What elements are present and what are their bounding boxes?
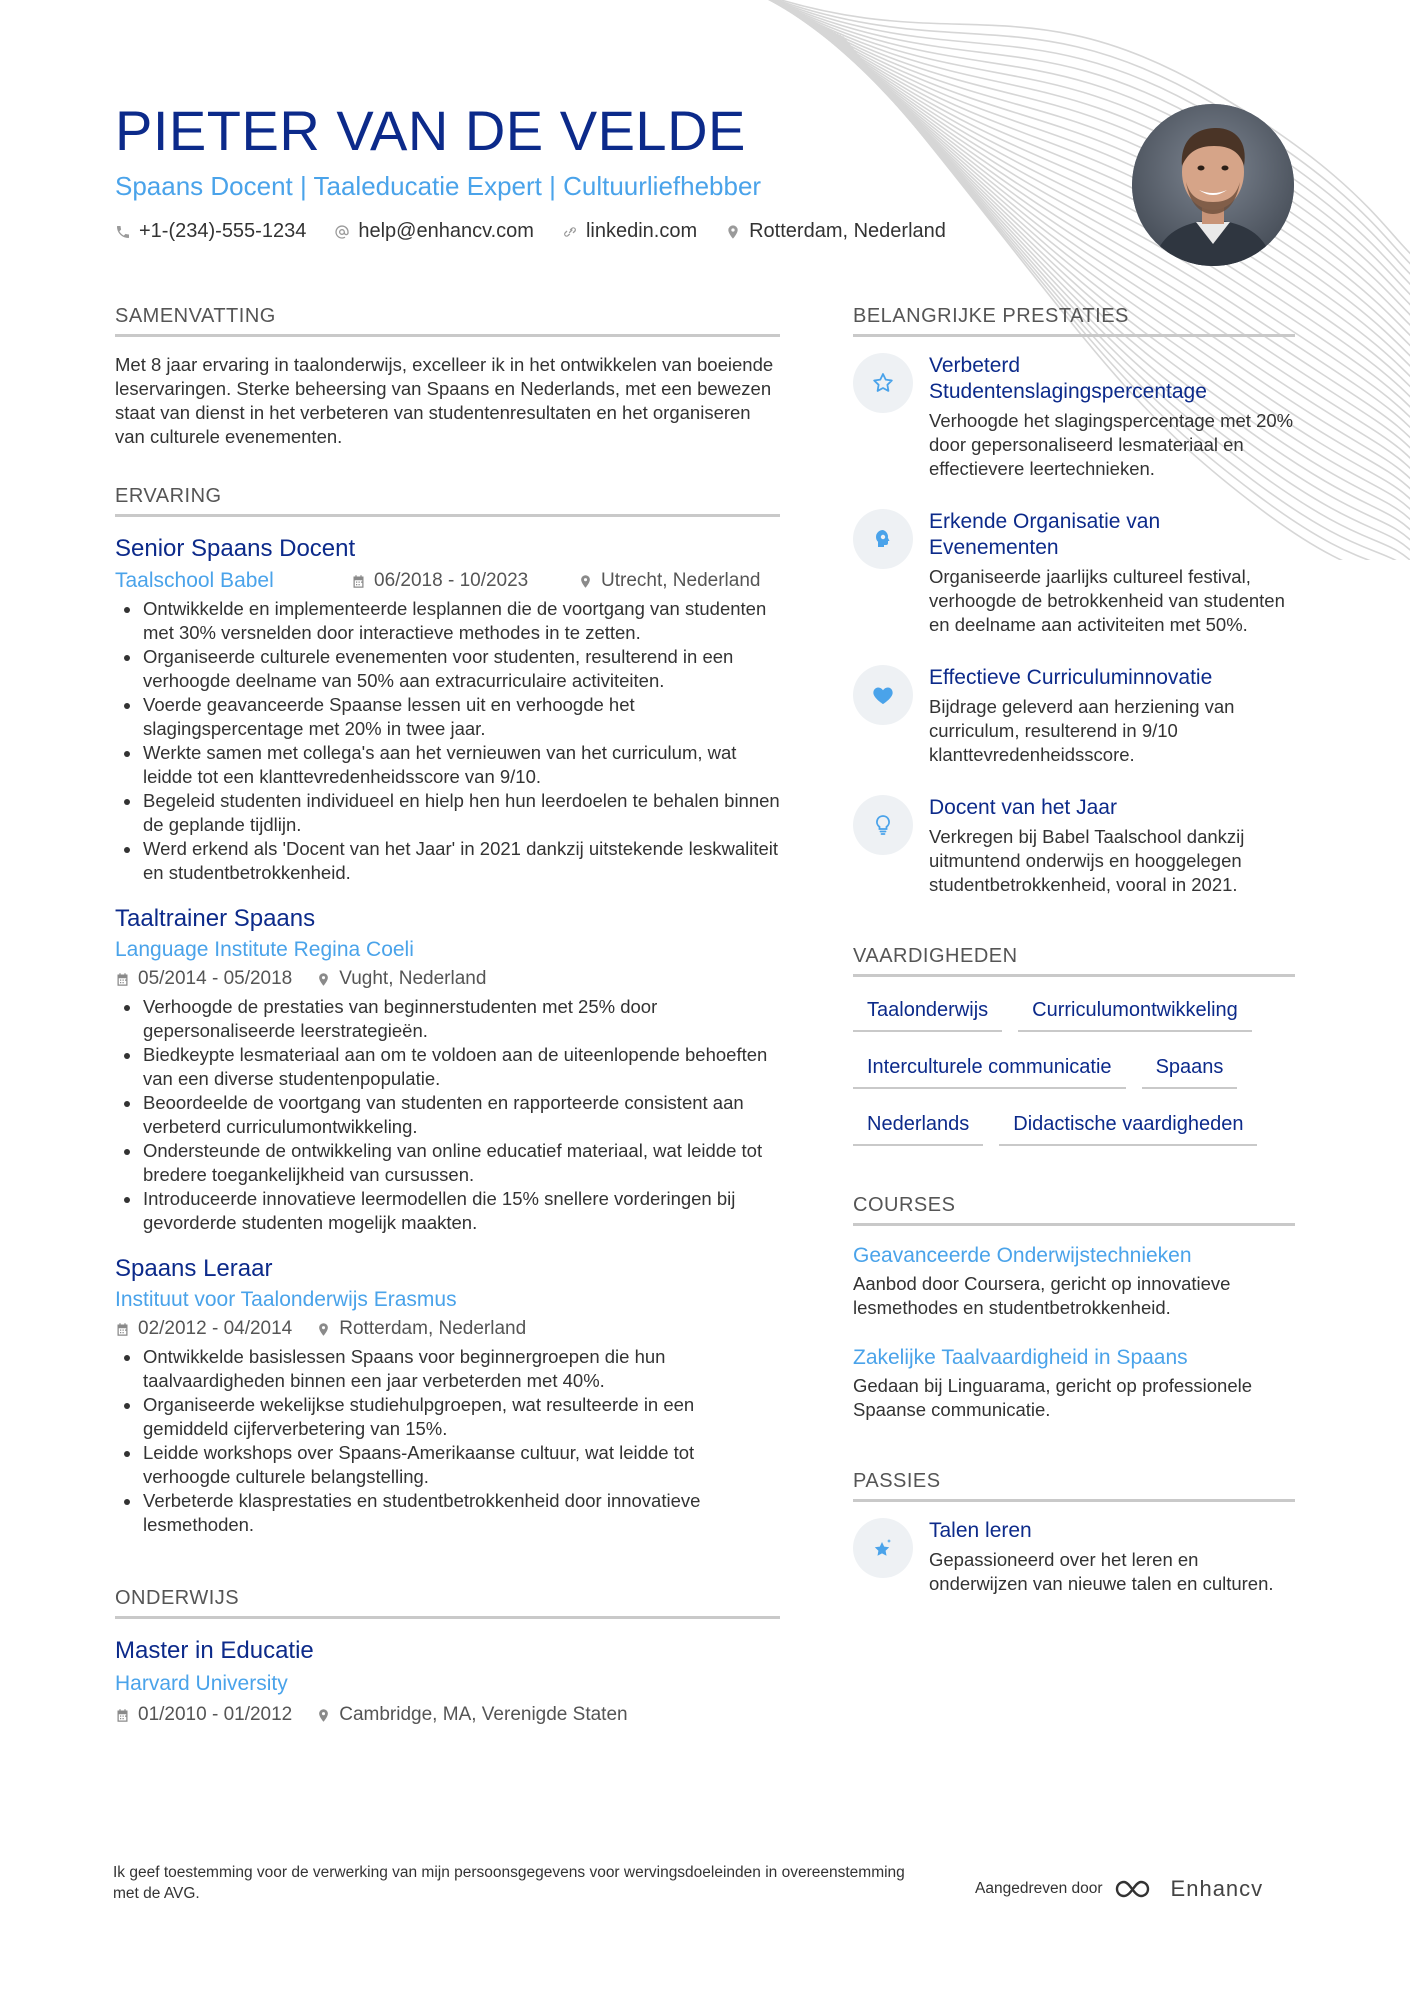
degree-title: Master in Educatie — [115, 1637, 314, 1664]
job-title: Taaltrainer Spaans — [115, 905, 316, 932]
bullet-item: Voerde geavanceerde Spaanse lessen uit en verhoogde het slagingspercentage met 20% in twee jaar. — [115, 693, 780, 741]
achievement-desc: Verhoogde het slagingspercentage met 20% door gepersonaliseerd lesmateriaal en effectievere leertechnieken. — [929, 410, 1294, 479]
location-text: Rotterdam, Nederland — [749, 220, 946, 242]
education-meta — [115, 1701, 780, 1729]
bullet-item: Ondersteunde de ontwikkeling van online educatief materiaal, wat leidde tot bredere toegankelijkheid van cursussen. — [115, 1139, 780, 1187]
contact-phone[interactable] — [115, 220, 306, 243]
course-item — [853, 1344, 1295, 1422]
job-dates — [115, 1315, 292, 1343]
bullet-item: Begeleid studenten individueel en hielp hen hun leerdoelen te behalen binnen de geplande tijdlijn. — [115, 789, 780, 837]
link-icon — [562, 224, 578, 240]
job-meta — [115, 567, 780, 595]
section-title-courses: COURSES — [853, 1194, 1295, 1226]
bullet-item: Werkte samen met collega's aan het vernieuwen van het curriculum, wat leidde tot een klanttevredenheidsscore van 9/10. — [115, 741, 780, 789]
achievement-title: Erkende Organisatie van Evenementen — [929, 510, 1161, 559]
job-entry — [115, 1253, 780, 1537]
job-bullets — [115, 1345, 780, 1537]
bullet-item: Verhoogde de prestaties van beginnerstudenten met 25% door gepersonaliseerde leerstrategieën. — [115, 995, 780, 1043]
skills-section — [853, 945, 1295, 1146]
experience-section — [115, 485, 780, 1537]
course-desc: Gedaan bij Linguarama, gericht op professionele Spaanse communicatie. — [853, 1375, 1253, 1420]
heart-icon — [853, 665, 913, 725]
profile-photo — [1132, 104, 1294, 266]
skills-list — [853, 993, 1295, 1146]
linkedin-text: linkedin.com — [585, 220, 698, 242]
resume-header — [115, 100, 1115, 243]
achievement-desc: Bijdrage geleverd aan herziening van curriculum, resulterend in 9/10 klanttevredenheidsscore. — [929, 696, 1235, 765]
right-column — [853, 305, 1295, 1596]
at-icon — [334, 224, 350, 240]
job-meta — [115, 965, 780, 993]
powered-by[interactable] — [975, 1876, 1263, 1902]
bullet-item: Organiseerde wekelijkse studiehulpgroepen, wat resulteerde in een gemiddeld cijferverbetering van 15%. — [115, 1393, 780, 1441]
job-dates — [351, 567, 578, 595]
achievement-item — [853, 353, 1295, 481]
company-name: Language Institute Regina Coeli — [115, 938, 414, 961]
lightbulb-icon — [853, 795, 913, 855]
passion-item — [853, 1518, 1295, 1596]
school-name: Harvard University — [115, 1672, 288, 1695]
location-pin-icon — [725, 224, 741, 240]
left-column — [115, 305, 780, 1729]
course-title: Geavanceerde Onderwijstechnieken — [853, 1244, 1192, 1267]
job-bullets — [115, 995, 780, 1235]
dates-text: 06/2018 - 10/2023 — [374, 570, 529, 591]
job-location — [316, 965, 486, 993]
phone-icon — [115, 224, 131, 240]
bullet-item: Biedkeypte lesmateriaal aan om te voldoen aan de uiteenlopende behoeften van een diverse studentenpopulatie. — [115, 1043, 780, 1091]
location-pin-icon — [316, 1322, 331, 1337]
skill-tag: Didactische vaardigheden — [999, 1107, 1257, 1146]
bullet-item: Introduceerde innovatieve leermodellen die 15% snellere vorderingen bij gevorderde studenten mogelijk maakten. — [115, 1187, 780, 1235]
job-dates — [115, 965, 292, 993]
job-location — [316, 1315, 526, 1343]
summary-text: Met 8 jaar ervaring in taalonderwijs, excelleer ik in het ontwikkelen van boeiende leservaringen. Sterke beheersing van Spaans en Nederlands, met een bewezen staat van dienst in het verbeteren van studentenresultaten en het organiseren van culturele evenementen. — [115, 354, 774, 447]
candidate-name: PIETER VAN DE VELDE — [115, 99, 746, 162]
section-title-passions: PASSIES — [853, 1470, 1295, 1502]
dates-text: 01/2010 - 01/2012 — [138, 1704, 293, 1725]
achievement-item — [853, 665, 1295, 767]
education-location — [316, 1701, 627, 1729]
bullet-item: Werd erkend als 'Docent van het Jaar' in 2021 dankzij uitstekende leskwaliteit en studentbetrokkenheid. — [115, 837, 780, 885]
education-dates — [115, 1701, 292, 1729]
location-pin-icon — [316, 972, 331, 987]
location-pin-icon — [316, 1708, 331, 1723]
skill-tag: Nederlands — [853, 1107, 983, 1146]
consent-note: Ik geef toestemming voor de verwerking van mijn persoonsgegevens voor wervingsdoeleinden in overeenstemming met de AVG. — [113, 1864, 905, 1902]
location-text: Rotterdam, Nederland — [339, 1318, 527, 1339]
brain-icon — [853, 509, 913, 569]
skill-tag: Curriculumontwikkeling — [1018, 993, 1252, 1032]
achievement-item — [853, 795, 1295, 897]
dates-text: 05/2014 - 05/2018 — [138, 968, 293, 989]
courses-section — [853, 1194, 1295, 1422]
dates-text: 02/2012 - 04/2014 — [138, 1318, 293, 1339]
location-pin-icon — [578, 574, 593, 589]
job-title: Senior Spaans Docent — [115, 535, 356, 562]
job-location — [578, 567, 760, 595]
powered-by-label: Aangedreven door — [975, 1880, 1103, 1897]
achievement-title: Effectieve Curriculuminnovatie — [929, 666, 1213, 689]
contact-email[interactable] — [334, 220, 534, 243]
course-item — [853, 1242, 1295, 1320]
contact-location — [725, 220, 946, 243]
skill-tag: Interculturele communicatie — [853, 1050, 1126, 1089]
calendar-icon — [115, 1708, 130, 1723]
bullet-item: Beoordeelde de voortgang van studenten en rapporteerde consistent aan verbeterd curriculumontwikkeling. — [115, 1091, 780, 1139]
enhancv-brand: Enhancv — [1170, 1876, 1264, 1901]
star-outline-icon — [853, 353, 913, 413]
candidate-subtitle: Spaans Docent | Taaleducatie Expert | Cultuurliefhebber — [115, 171, 762, 201]
section-title-summary: SAMENVATTING — [115, 305, 780, 337]
achievement-item — [853, 509, 1295, 637]
calendar-icon — [351, 574, 366, 589]
achievement-desc: Organiseerde jaarlijks cultureel festival, verhoogde de betrokkenheid van studenten en deelname aan activiteiten met 50%. — [929, 566, 1285, 635]
course-desc: Aanbod door Coursera, gericht op innovatieve lesmethodes en studentbetrokkenheid. — [853, 1273, 1231, 1318]
skill-tag: Spaans — [1142, 1050, 1238, 1089]
location-text: Vught, Nederland — [339, 968, 487, 989]
skill-tag: Taalonderwijs — [853, 993, 1002, 1032]
education-section — [115, 1587, 780, 1729]
calendar-icon — [115, 972, 130, 987]
enhancv-logo-icon — [1113, 1877, 1161, 1901]
achievement-title: Docent van het Jaar — [929, 796, 1117, 819]
course-title: Zakelijke Taalvaardigheid in Spaans — [853, 1346, 1188, 1369]
email-text: help@enhancv.com — [358, 220, 534, 242]
passions-section — [853, 1470, 1295, 1596]
location-text: Cambridge, MA, Verenigde Staten — [339, 1704, 628, 1725]
company-name: Instituut voor Taalonderwijs Erasmus — [115, 1288, 457, 1311]
phone-text: +1-(234)-555-1234 — [139, 220, 307, 242]
achievement-title: Verbeterd Studentenslagingspercentage — [929, 354, 1207, 403]
section-title-achievements: BELANGRIJKE PRESTATIES — [853, 305, 1295, 337]
contact-row — [115, 220, 1115, 243]
achievement-desc: Verkregen bij Babel Taalschool dankzij uitmuntend onderwijs en hooggelegen studentbetrokkenheid, vooral in 2021. — [929, 826, 1245, 895]
summary-section — [115, 305, 780, 449]
section-title-skills: VAARDIGHEDEN — [853, 945, 1295, 977]
star-sparkle-icon — [853, 1518, 913, 1578]
passion-desc: Gepassioneerd over het leren en onderwijzen van nieuwe talen en culturen. — [929, 1549, 1274, 1594]
company-name: Taalschool Babel — [115, 569, 274, 592]
section-title-experience: ERVARING — [115, 485, 780, 517]
location-text: Utrecht, Nederland — [601, 570, 761, 591]
bullet-item: Leidde workshops over Spaans-Amerikaanse cultuur, wat leidde tot verhoogde culturele belangstelling. — [115, 1441, 780, 1489]
achievements-section — [853, 305, 1295, 897]
job-meta — [115, 1315, 780, 1343]
bullet-item: Verbeterde klasprestaties en studentbetrokkenheid door innovatieve lesmethoden. — [115, 1489, 780, 1537]
job-bullets — [115, 597, 780, 885]
job-entry — [115, 533, 780, 885]
job-title: Spaans Leraar — [115, 1255, 273, 1282]
passion-title: Talen leren — [929, 1519, 1032, 1542]
calendar-icon — [115, 1322, 130, 1337]
bullet-item: Organiseerde culturele evenementen voor studenten, resulterend in een verhoogde deelname van 50% aan extracurriculaire activiteiten. — [115, 645, 780, 693]
bullet-item: Ontwikkelde en implementeerde lesplannen die de voortgang van studenten met 30% versnelden door interactieve methodes in te zetten. — [115, 597, 780, 645]
job-entry — [115, 903, 780, 1235]
section-title-education: ONDERWIJS — [115, 1587, 780, 1619]
bullet-item: Ontwikkelde basislessen Spaans voor beginnergroepen die hun taalvaardigheden binnen een jaar verbeterden met 40%. — [115, 1345, 780, 1393]
contact-linkedin[interactable] — [562, 220, 697, 243]
